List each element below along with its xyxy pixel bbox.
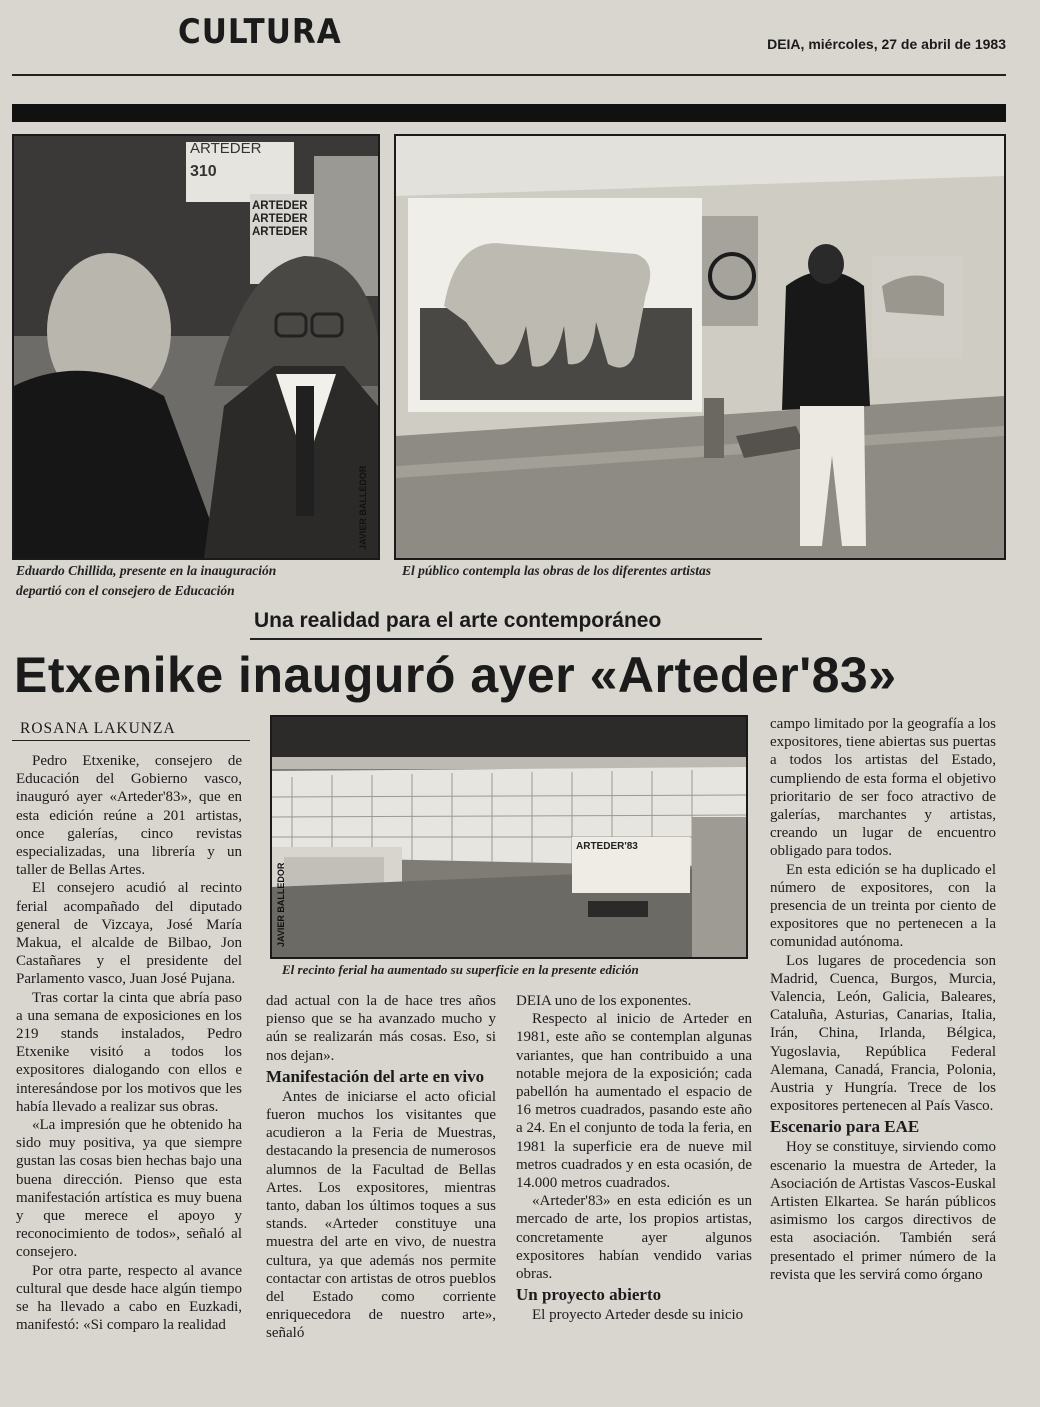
column-4 [770, 715, 996, 1407]
section-title: CULTURA [178, 12, 342, 52]
header-bar [12, 104, 1006, 122]
paragraph: En esta edición se ha duplicado el número de expositores, con la presencia de un treinta por ciento de expositores que no pertenecen a la comunidad autónoma. [770, 861, 996, 951]
paragraph: «La impresión que he obtenido ha sido muy positiva, ya que siempre gustan las cosas bien hechas bajo una buena dirección. Pienso que esta manifestación artística es muy buena y que merece el apoyo y reconocimiento de todos», señaló al consejero. [16, 1117, 242, 1261]
column-2 [266, 992, 496, 1407]
subhead-proyecto: Un proyecto abierto [516, 1285, 662, 1305]
paragraph: «Arteder'83» en esta edición es un mercado de arte, los propios artistas, concretamente ayer algunos expositores habían vendido varias obras. [516, 1193, 752, 1283]
fair-sign: ARTEDER'83 [576, 841, 638, 852]
dateline: DEIA, miércoles, 27 de abril de 1983 [767, 36, 1006, 52]
photo-credit: JAVIER BALLEDOR [276, 862, 286, 947]
paragraph: dad actual con la de hace tres años pienso que se ha avanzado mucho y aún se realizarán más cosas. Eso, si nos dejan». [266, 993, 496, 1064]
photo-gallery [394, 134, 1006, 560]
photo-fairground [270, 715, 748, 959]
paragraph: campo limitado por la geografía a los expositores, tiene abiertas sus puertas a todos los artistas del Estado, cumpliendo de esta forma el objetivo prioritario de ser foco atractivo de galerías, marchantes y artistas, creando un lugar de encuentro obligado para todos. [770, 716, 996, 860]
paragraph: El consejero acudió al recinto ferial acompañado del diputado general de Vizcaya, José María Makua, el alcalde de Bilbao, Jon Castañares y el presidente del Parlamento vasco, Juan José Pujana. [16, 880, 242, 988]
byline: ROSANA LAKUNZA [20, 720, 176, 737]
paragraph: Hoy se constituye, sirviendo como escenario la muestra de Arteder, la Asociación de Artistas Vascos-Euskal Artisten Elkartea. Se harán públicos asimismo los cargos directivos de esta asociación. También será presentado el primer número de la revista que les servirá como órgano [770, 1139, 996, 1283]
paragraph: DEIA uno de los exponentes. [516, 993, 692, 1009]
kicker: Una realidad para el arte contemporáneo [254, 609, 662, 632]
subhead-manifestacion: Manifestación del arte en vivo [266, 1066, 485, 1086]
paragraph: Pedro Etxenike, consejero de Educación del Gobierno vasco, inauguró ayer «Arteder'83», que en esta edición reúne a 201 artistas, once galerías, cinco revistas especializadas, una librería y un taller de Bellas Artes. [16, 753, 242, 879]
paragraph: Antes de iniciarse el acto oficial fueron muchos los visitantes que acudieron a la Feria de Muestras, destacando la presencia de numerosos alumnos de la Facultad de Bellas Artes. Los expositores, mientras tanto, daban los últimos toques a sus stands. «Arteder constituye una muestra del arte en vivo, de nuestra cultura, ya que además nos permite contactar con artistas de otros pueblos del Estado como corriente enriquecedora de nuestro arte», señaló [266, 1088, 496, 1342]
caption-fairground: El recinto ferial ha aumentado su superficie en la presente edición [282, 962, 639, 977]
photo-chillida [12, 134, 380, 560]
headline: Etxenike inauguró ayer «Arteder'83» [14, 647, 897, 703]
paragraph: El proyecto Arteder desde su inicio [532, 1307, 744, 1324]
subhead-escenario: Escenario para EAE [770, 1117, 920, 1137]
column-1 [16, 752, 242, 1407]
byline-rule [12, 740, 250, 741]
paragraph: Tras cortar la cinta que abría paso a una semana de exposiciones en los 219 stands instalados, Pedro Etxenike visitó a todos los expositores dialogando con ellos e interesándose por los motivos que les había llevado a realizar sus obras. [16, 989, 242, 1115]
kicker-rule [250, 638, 762, 640]
caption-chillida: Eduardo Chillida, presente en la inauguración departió con el consejero de Educación [16, 563, 277, 598]
paragraph: Respecto al inicio de Arteder en 1981, este año se contemplan algunas variantes, que han contribuido a una notable mejora de la exposición; cada pabellón ha aumentado el espacio de 16 metros cuadrados, pasando este año a 24. En el conjunto de toda la feria, en 1981 la superficie era de nueve mil metros cuadrados y en esta ocasión, de 14.000 metros cuadrados. [516, 1011, 752, 1192]
column-3 [516, 992, 752, 1407]
caption-gallery: El público contempla las obras de los diferentes artistas [402, 563, 712, 578]
header-rule [12, 74, 1006, 76]
photo-credit: JAVIER BALLEDOR [358, 465, 368, 550]
paragraph: Por otra parte, respecto al avance cultural que desde hace algún tiempo se ha llevado a cabo en Euzkadi, manifestó: «Si comparo la realidad [16, 1262, 242, 1334]
paragraph: Los lugares de procedencia son Madrid, Cuenca, Burgos, Murcia, Valencia, León, Galicia, Baleares, Cataluña, Asturias, Canarias, Italia, Irán, China, Irlanda, Bélgica, Yugoslavia, República Federal Alemana, Canadá, Francia, Polonia, Austria y Hungría. Trece de los expositores pertenecen al País Vasco. [770, 952, 996, 1115]
booth-sign-stack: ARTEDER ARTEDER ARTEDER [252, 200, 308, 238]
booth-sign: ARTEDER 310 [190, 140, 262, 180]
